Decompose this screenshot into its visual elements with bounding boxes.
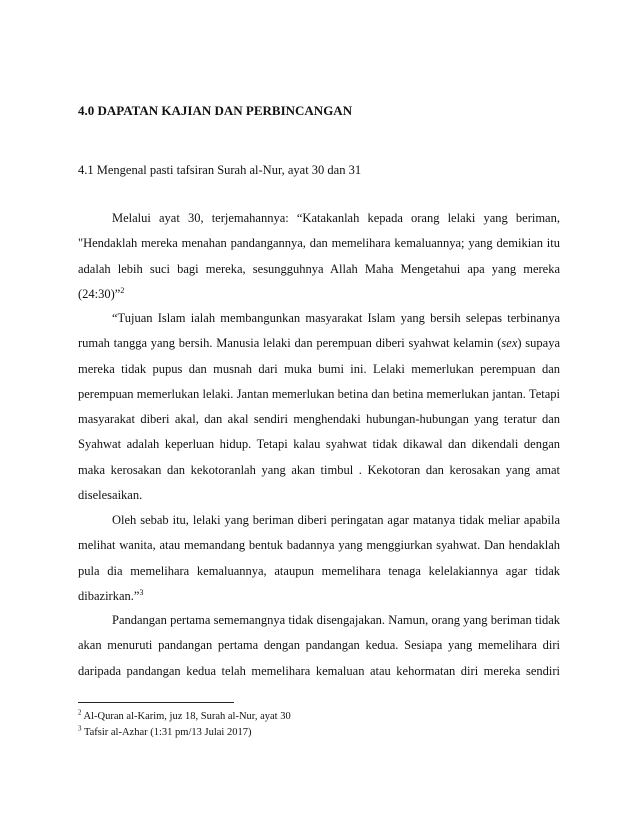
text-line: mereka tidak pupus dan musnah dari muka bumi ini. Lelaki memerlukan perempuan dan: [78, 361, 560, 376]
footnote-number: 2: [78, 708, 82, 717]
text-line-content: dibazirkan.”: [78, 588, 140, 603]
footnote-separator: [78, 702, 234, 703]
text-line: melihat wanita, atau memandang bentuk badannya yang menggiurkan syahwat. Dan hendaklah: [78, 538, 560, 553]
text-line: Syahwat adalah keperluan hidup. Tetapi kalau syahwat tidak dikawal dan dikendali dengan: [78, 437, 560, 452]
text-line: [78, 584, 560, 609]
paragraph-ayat-30: [78, 206, 560, 307]
text-line: “Tujuan Islam ialah membangunkan masyarakat Islam yang bersih selepas terbinanya: [112, 311, 560, 325]
footnote-text: Al-Quran al-Karim, juz 18, Surah al-Nur, ayat 30: [83, 711, 291, 722]
text-line: perempuan memerlukan lelaki. Jantan memerlukan betina dan betina memerlukan jantan. Tetapi: [78, 386, 560, 401]
footnote-reference: 2: [120, 285, 125, 295]
section-heading: 4.0 DAPATAN KAJIAN DAN PERBINCANGAN: [78, 103, 353, 118]
text-line: [78, 331, 560, 356]
paragraph-oleh-sebab-itu: [78, 508, 560, 609]
text-line: Pandangan pertama sememangnya tidak disengajakan. Namun, orang yang beriman tidak: [112, 613, 560, 627]
footnote: [78, 724, 252, 738]
footnote-number: 3: [78, 724, 82, 733]
footnote: [78, 708, 291, 722]
text-line-content: (24:30)”: [78, 286, 121, 301]
text-line: "Hendaklah mereka menahan pandangannya, dan memelihara kemaluannya; yang demikian itu: [78, 236, 560, 251]
text-line: masyarakat diberi akal, dan akal sendiri menghendaki hubungan-hubungan yang teratur dan: [78, 412, 560, 427]
paragraph-pandangan-pertama: [78, 608, 560, 684]
text-line: adalah lebih suci bagi mereka, sesungguhnya Allah Maha Mengetahui apa yang mereka: [78, 261, 560, 276]
text-line: daripada pandangan kedua telah memelihara kemaluan atau kehormatan diri mereka sendiri: [78, 663, 560, 678]
subsection-heading: 4.1 Mengenal pasti tafsiran Surah al-Nur, ayat 30 dan 31: [78, 163, 362, 177]
text-line-content: rumah tangga yang bersih. Manusia lelaki dan perempuan diberi syahwat kelamin (: [78, 336, 502, 351]
footnote-reference: 3: [139, 587, 144, 597]
paragraph-tujuan-islam: [78, 306, 560, 508]
text-line: [78, 282, 560, 307]
italic-term: sex: [501, 336, 518, 351]
text-line: diselesaikan.: [78, 488, 143, 503]
text-line: pula dia memelihara kemaluannya, ataupun memelihara tenaga kelelakiannya agar tidak: [78, 563, 560, 578]
text-line-tail: ) supaya: [517, 336, 560, 351]
text-line: Oleh sebab itu, lelaki yang beriman diberi peringatan agar matanya tidak meliar apabila: [112, 513, 560, 527]
text-line: Melalui ayat 30, terjemahannya: “Katakanlah kepada orang lelaki yang beriman,: [112, 211, 560, 225]
footnote-text: Tafsir al-Azhar (1:31 pm/13 Julai 2017): [83, 727, 252, 738]
text-line: akan menuruti pandangan pertama dengan pandangan kedua. Sesiapa yang memelihara diri: [78, 638, 560, 653]
text-line: maka kerosakan dan kekotoranlah yang akan timbul . Kekotoran dan kerosakan yang amat: [78, 462, 560, 477]
